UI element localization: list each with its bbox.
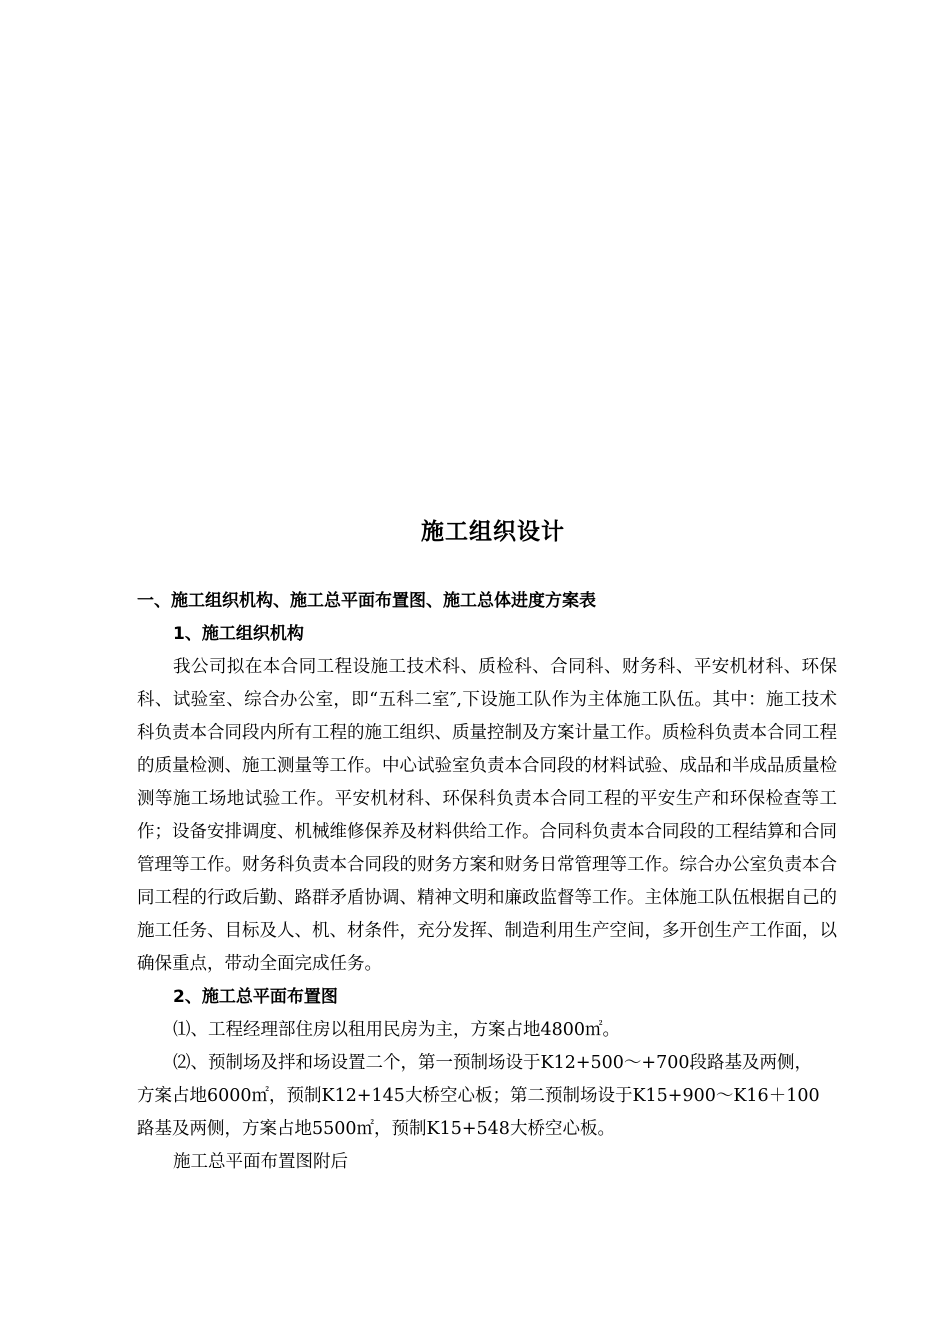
- section-heading: 一、施工组织机构、施工总平面布置图、施工总体进度方案表: [137, 591, 596, 611]
- layout-item-2-line-1: ⑵、预制场及拌和场设置二个，第一预制场设于K12+500～+700段路基及两侧，: [173, 1053, 812, 1073]
- subsection-heading-layout: 2、施工总平面布置图: [173, 987, 338, 1007]
- layout-note: 施工总平面布置图附后: [173, 1152, 348, 1172]
- layout-item-1: ⑴、工程经理部住房以租用民房为主，方案占地4800㎡。: [173, 1020, 621, 1040]
- organization-paragraph: 我公司拟在本合同工程设施工技术科、质检科、合同科、财务科、平安机材科、环保科、试验室、综合办公室，即“五科二室″,下设施工队作为主体施工队伍。其中：施工技术科负责本合同段内所有工程的施工组织、质量控制及方案计量工作。质检科负责本合同工程的质量检测、施工测量等工作。中心试验室负责本合同段的材料试验、成品和半成品质量检测等施工场地试验工作。平安机材科、环保科负责本合同工程的平安生产和环保检查等工作；设备安排调度、机械维修保养及材料供给工作。合同科负责本合同段的工程结算和合同管理等工作。财务科负责本合同段的财务方案和财务日常管理等工作。综合办公室负责本合同工程的行政后勤、路群矛盾协调、精神文明和廉政监督等工作。主体施工队伍根据自己的施工任务、目标及人、机、材条件，充分发挥、制造利用生产空间，多开创生产工作面，以确保重点，带动全面完成任务。: [137, 657, 837, 974]
- layout-item-2-line-3: 路基及两侧，方案占地5500㎡，预制K15+548大桥空心板。: [137, 1119, 615, 1139]
- document-title: 施工组织设计: [421, 519, 565, 545]
- subsection-heading-organization: 1、施工组织机构: [173, 624, 304, 644]
- layout-item-2-line-2: 方案占地6000㎡，预制K12+145大桥空心板；第二预制场设于K15+900～K16＋100: [137, 1086, 820, 1106]
- document-body: [137, 585, 837, 1179]
